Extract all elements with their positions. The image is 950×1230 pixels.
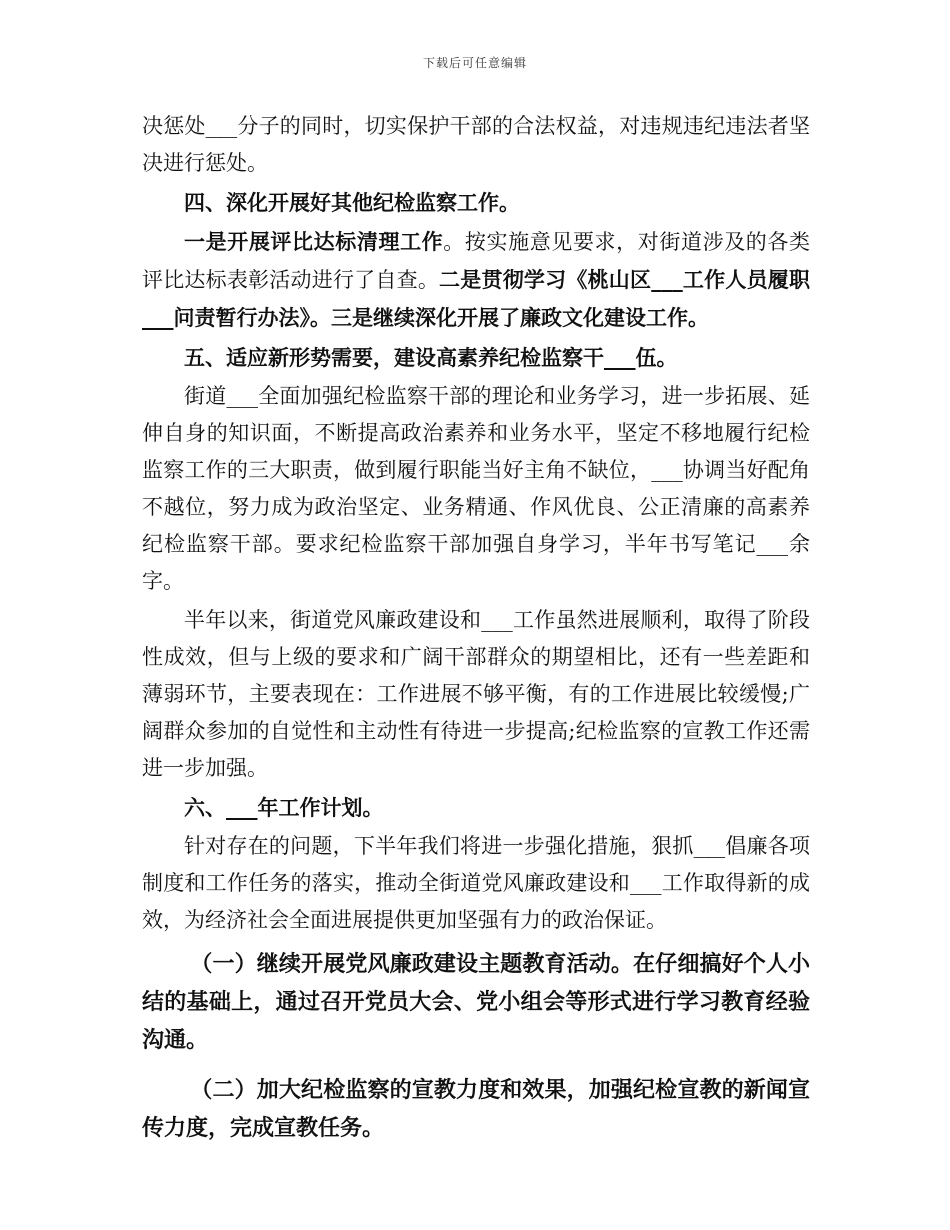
paragraph-cadre-study: 街道___全面加强纪检监察干部的理论和业务学习，进一步拓展、延伸自身的知识面，不断提高政治素养和业务水平，坚定不移地履行纪检监察工作的三大职责，做到履行职能当好主角不缺位，___协调当好配角不越位，努力成为政治坚定、业务精通、作风优良、公正清廉的高素养纪检监察干部。要求纪检监察干部加强自身学习，半年书写笔记___余字。 — [142, 384, 810, 593]
paragraph-continuation: 决惩处___分子的同时，切实保护干部的合法权益，对违规违纪违法者坚决进行惩处。 — [142, 114, 810, 175]
document-body — [142, 108, 810, 1147]
section-heading-6: 六、___年工作计划。 — [184, 795, 384, 820]
plan-item-1: （一）继续开展党风廉政建设主题教育活动。在仔细搞好个人小结的基础上，通过召开党员大会、党小组会等形式进行学习教育经验沟通。 — [142, 951, 810, 1053]
section-heading-5: 五、适应新形势需要，建设高素养纪检监察干___伍。 — [184, 345, 678, 370]
paragraph-evaluation-tail: 二是贯彻学习《桃山区___工作人员履职___问责暂行办法》。三是继续深化开展了廉政文化建设工作。 — [142, 267, 811, 330]
paragraph-evaluation-text: 。按实施意见要求，对街道涉及的各类评比达标表彰活动进行了自查。 — [142, 230, 811, 292]
paragraph-evaluation — [142, 223, 810, 337]
paragraph-half-year-review: 半年以来，街道党风廉政建设和___工作虽然进展顺利，取得了阶段性成效，但与上级的要求和广阔干部群众的期望相比，还有一些差距和薄弱环节，主要表现在：工作进展不够平衡，有的工作进展比较缓慢;广阔群众参加的自觉性和主动性有待进一步提高;纪检监察的宣教工作还需进一步加强。 — [142, 608, 810, 780]
page-header: 下载后可任意编辑 — [422, 56, 527, 70]
paragraph-evaluation-lead: 一是开展评比达标清理工作 — [184, 229, 444, 254]
section-heading-4: 四、深化开展好其他纪检监察工作。 — [184, 190, 520, 215]
paragraph-plan-intro: 针对存在的问题，下半年我们将进一步强化措施，狠抓___倡廉各项制度和工作任务的落实，推动全街道党风廉政建设和___工作取得新的成效，为经济社会全面进展提供更加坚强有力的政治保证。 — [142, 834, 810, 932]
plan-item-2: （二）加大纪检监察的宣教力度和效果，加强纪检宣教的新闻宣传力度，完成宣教任务。 — [142, 1077, 810, 1141]
